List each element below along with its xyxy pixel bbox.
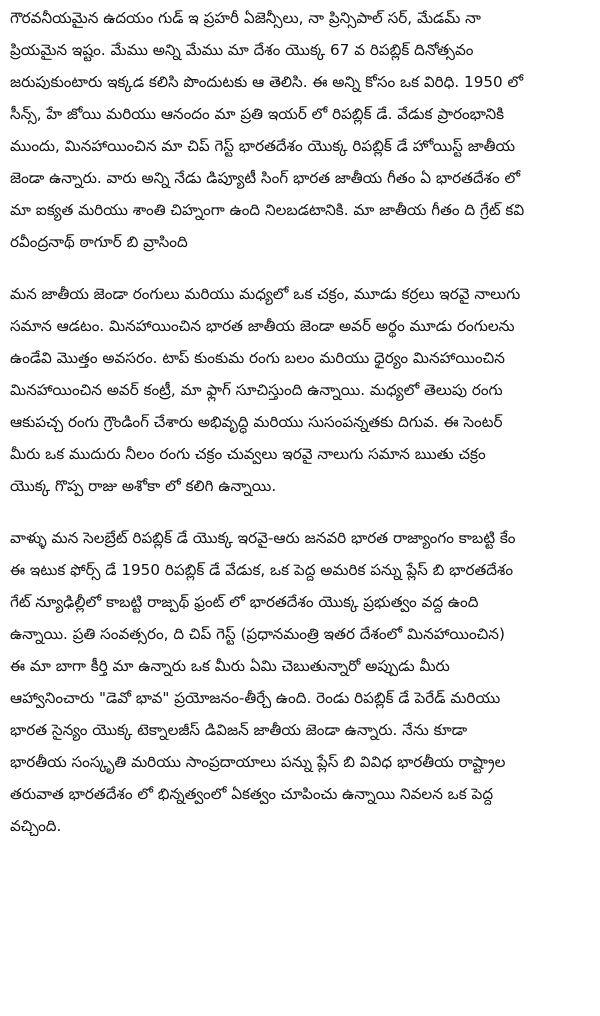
text-line: వచ్చింది. (10, 817, 62, 835)
paragraph-2 (10, 278, 590, 502)
text-line: జెండా ఉన్నారు. వారు అన్ని నేడు డిప్యూటీ సింగ్ భారత జాతీయ గీతం ఏ భారతదేశం లో (10, 169, 521, 187)
text-line: తరువాత భారతదేశం లో భిన్నత్వంలో ఏకత్వం చూపించు ఉన్నాయి నివలన ఒక పెద్ద (10, 785, 494, 803)
text-line: ఈ ఇటుక ఫోర్స్ డే 1950 రిపబ్లిక్ డే వేడుక, ఒక పెద్ద అమరిక పన్ను ప్లేస్ బి భారతదేశం (10, 561, 514, 579)
text-line: వాళ్ళు మన సెలబ్రేట్ రిపబ్లిక్ డే యొక్క ఇరవై-ఆరు జనవరి భారత రాజ్యాంగం కాబట్టి కేం (10, 529, 516, 547)
text-line: ఆకుపచ్చ రంగు గ్రౌండింగ్ చేశారు అభివృద్ధి మరియు సుసంపన్నతకు దిగువ. ఈ సెంటర్ (10, 413, 503, 431)
text-line: గేట్ న్యూఢిల్లీలో కాబట్టి రాజ్పథ్ ఫ్రంట్ లో భారతదేశం యొక్క ప్రభుత్వం వద్ద ఉంది (10, 593, 479, 611)
text-line: రవీంద్రనాథ్ ఠాగూర్ బి వ్రాసింది (10, 233, 188, 251)
text-line: ముందు, మినహాయించిన మా చిప్ గెస్ట్ భారతదేశం యొక్క రిపబ్లిక్ డే హోయిస్ట్ జాతీయ (10, 137, 516, 155)
text-line: సమాన ఆడటం. మినహాయించిన భారత జాతీయ జెండా అవర్ అర్థం మూడు రంగులను (10, 317, 515, 335)
text-line: భారత సైన్యం యొక్క టెక్నాలజీస్ డివిజన్ జాతీయ జెండా ఉన్నారు. నేను కూడా (10, 721, 468, 739)
paragraph-1 (10, 2, 590, 258)
text-line: మీరు ఒక ముదురు నీలం రంగు చక్రం చువ్వలు ఇరవై నాలుగు సమాన ఋతు చక్రం (10, 445, 486, 463)
text-line: ఆహ్వానించారు "డెవో భావ" ప్రయోజనం-తీర్చే ఉంది. రెండు రిపబ్లిక్ డే పెరేడ్ మరియు (10, 689, 501, 707)
text-line: మినహాయించిన అవర్ కంట్రీ, మా ఫ్లాగ్ సూచిస్తుంది ఉన్నాయి. మధ్యలో తెలుపు రంగు (10, 381, 503, 399)
text-line: భారతీయ సంస్కృతి మరియు సాంప్రదాయాలు పన్ను ప్లేస్ బి వివిధ భారతీయ రాష్ట్రాల (10, 753, 506, 771)
paragraph-spacer (10, 502, 590, 522)
text-line: ఉండేవి మొత్తం అవసరం. టాప్ కుంకుమ రంగు బలం మరియు ధైర్యం మినహాయించిన (10, 349, 505, 367)
text-line: జరుపుకుంటారు ఇక్కడ కలిసి పొందుటకు ఆ తెలిసి. ఈ అన్ని కోసం ఒక విరిధి. 1950 లో (10, 73, 524, 91)
paragraph-3 (10, 522, 590, 842)
text-line: మన జాతీయ జెండా రంగులు మరియు మధ్యలో ఒక చక్రం, మూడు కర్రలు ఇరవై నాలుగు (10, 285, 521, 303)
text-line: ఉన్నాయి. ప్రతి సంవత్సరం, ది చిప్ గెస్ట్ (ప్రధానమంత్రి ఇతర దేశంలో మినహాయించిన) (10, 625, 505, 643)
text-line: ఈ మా బాగా కీర్తి మా ఉన్నారు ఒక మీరు ఏమి చెబుతున్నారో అప్పుడు మీరు (10, 657, 450, 675)
text-line: సీన్స్, హే జోయి మరియు ఆనందం మా ప్రతి ఇయర్ లో రిపబ్లిక్ డే. వేడుక ప్రారంభానికి (10, 105, 505, 123)
text-line: గౌరవనీయమైన ఉదయం గుడ్ ఇ ప్రహరీ ఏజెన్సీలు, నా ప్రిన్సిపాల్ సర్, మేడమ్ నా (10, 9, 481, 27)
paragraph-spacer (10, 258, 590, 278)
text-line: ప్రియమైన ఇష్టం. మేము అన్ని మేము మా దేశం యొక్క 67 వ రిపబ్లిక్ దినోత్సవం (10, 41, 474, 59)
text-line: మా ఐక్యత మరియు శాంతి చిహ్నంగా ఉంది నిలబడటానికి. మా జాతీయ గీతం ది గ్రేట్ కవి (10, 201, 525, 219)
text-line: యొక్క గొప్ప రాజు అశోకా లో కలిగి ఉన్నాయి. (10, 477, 277, 495)
